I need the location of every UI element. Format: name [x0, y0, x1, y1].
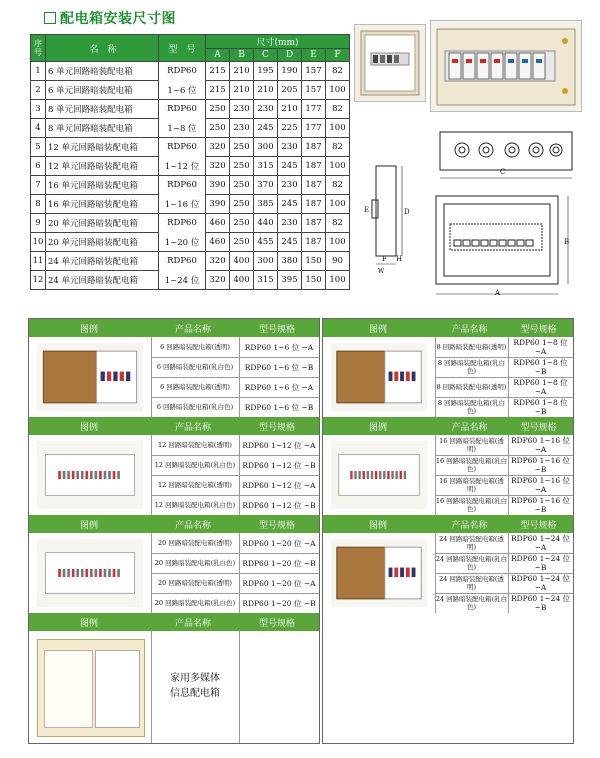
multimedia-box-name — [151, 671, 239, 701]
header-name: 名 称 — [46, 35, 159, 62]
row-dim: 177 — [302, 119, 326, 138]
row-dim: 250 — [230, 138, 254, 157]
row-divider — [435, 357, 573, 358]
right-product-panel — [322, 318, 574, 744]
row-dim: 100 — [326, 119, 350, 138]
header-image: 图例 — [80, 520, 99, 531]
model-line2: ~A — [534, 347, 547, 356]
row-name: 20 单元回路暗装配电箱 — [46, 233, 159, 252]
product-name: 12 回路暗装配电箱(透明) — [158, 441, 232, 449]
model-line2: ~B — [534, 603, 547, 612]
row-dim: 320 — [206, 157, 230, 176]
table-row — [31, 233, 350, 252]
product-model: RDP60 1~12 位 ~A — [242, 440, 316, 450]
col-divider — [239, 337, 240, 417]
row-divider — [151, 553, 319, 554]
row-number: 4 — [31, 119, 46, 138]
row-dim: 210 — [278, 100, 302, 119]
header-image: 图例 — [369, 520, 388, 531]
col-divider — [508, 533, 509, 613]
row-dim: 190 — [278, 62, 302, 81]
product-model — [508, 533, 573, 553]
row-divider — [151, 357, 319, 358]
row-dim: 210 — [230, 62, 254, 81]
panel-header — [29, 613, 319, 631]
product-model: RDP60 1~12 位 ~A — [242, 480, 316, 490]
box-illustration — [331, 441, 427, 509]
box-illustration — [37, 539, 143, 607]
product-model: RDP60 1~6 位 ~B — [244, 402, 314, 412]
table-row — [31, 100, 350, 119]
row-dim: 250 — [206, 100, 230, 119]
product-model: RDP60 1~6 位 ~A — [244, 342, 314, 352]
row-dim: 320 — [206, 252, 230, 271]
box-photo-open — [354, 24, 426, 102]
row-number: 8 — [31, 195, 46, 214]
product-model — [508, 377, 573, 397]
row-dim: 150 — [302, 271, 326, 290]
row-dim: 315 — [254, 271, 278, 290]
row-dim: 100 — [326, 271, 350, 290]
header-name: 产品名称 — [451, 422, 488, 433]
table-row — [31, 195, 350, 214]
row-divider — [151, 475, 319, 476]
model-line1: RDP60 1~8 位 — [513, 358, 568, 367]
size-table — [30, 34, 350, 290]
row-name: 12 单元回路暗装配电箱 — [46, 157, 159, 176]
row-model: 1~24 位 — [159, 271, 206, 290]
table-row — [31, 119, 350, 138]
row-dim: 82 — [326, 100, 350, 119]
model-line1: RDP60 1~8 位 — [513, 378, 568, 387]
row-dim: 300 — [254, 252, 278, 271]
panel-header — [29, 515, 319, 533]
product-model — [508, 495, 573, 515]
row-number: 1 — [31, 62, 46, 81]
header-col: D — [278, 49, 302, 62]
row-dim: 390 — [206, 176, 230, 195]
row-dim: 187 — [302, 214, 326, 233]
table-row — [31, 214, 350, 233]
row-dim: 250 — [230, 176, 254, 195]
header-image: 图例 — [80, 422, 99, 433]
row-dim: 100 — [326, 233, 350, 252]
row-divider — [151, 573, 319, 574]
header-image: 图例 — [369, 422, 388, 433]
row-dim: 320 — [206, 271, 230, 290]
row-dim: 82 — [326, 62, 350, 81]
row-dim: 245 — [278, 233, 302, 252]
multimedia-box-image — [37, 639, 145, 737]
row-name: 24 单元回路暗装配电箱 — [46, 271, 159, 290]
model-line2: ~A — [534, 543, 547, 552]
table-row — [31, 157, 350, 176]
row-model: 1~16 位 — [159, 195, 206, 214]
header-dims: 尺寸(mm) — [206, 35, 350, 49]
product-name: 20 回路暗装配电箱(乳白色) — [154, 599, 236, 607]
model-line2: ~B — [534, 367, 547, 376]
product-name: 8 回路暗装配电箱(透明) — [436, 383, 507, 391]
row-dim: 460 — [206, 214, 230, 233]
row-dim: 380 — [278, 252, 302, 271]
product-name: 12 回路暗装配电箱(乳白色) — [154, 501, 236, 509]
product-model: RDP60 1~6 位 ~A — [244, 382, 314, 392]
model-line1: RDP60 1~8 位 — [513, 338, 568, 347]
product-name: 6 回路暗装配电箱(透明) — [160, 383, 230, 391]
row-dim: 187 — [302, 176, 326, 195]
product-model: RDP60 1~12 位 ~B — [242, 500, 316, 510]
table-row — [31, 81, 350, 100]
row-divider — [435, 553, 573, 554]
row-dim: 195 — [254, 62, 278, 81]
product-model: RDP60 1~20 位 ~B — [242, 558, 316, 568]
row-name: 20 单元回路暗装配电箱 — [46, 214, 159, 233]
row-name: 8 单元回路暗装配电箱 — [46, 119, 159, 138]
header-name: 产品名称 — [451, 520, 488, 531]
row-number: 9 — [31, 214, 46, 233]
model-line1: RDP60 1~24 位 — [510, 594, 571, 603]
row-name: 12 单元回路暗装配电箱 — [46, 138, 159, 157]
product-name: 24 回路暗装配电箱(乳白色) — [435, 555, 508, 571]
header-col: F — [326, 49, 350, 62]
row-model: 1~20 位 — [159, 233, 206, 252]
row-dim: 187 — [302, 195, 326, 214]
row-dim: 230 — [254, 100, 278, 119]
model-line2: ~A — [534, 583, 547, 592]
row-dim: 100 — [326, 157, 350, 176]
row-name: 6 单元回路暗装配电箱 — [46, 81, 159, 100]
row-divider — [435, 475, 573, 476]
product-model — [508, 593, 573, 613]
row-divider — [151, 397, 319, 398]
product-name: 8 回路暗装配电箱(乳白色) — [437, 399, 506, 415]
header-model: 型号规格 — [259, 520, 296, 531]
row-number: 11 — [31, 252, 46, 271]
col-divider — [151, 533, 152, 613]
product-model: RDP60 1~6 位 ~B — [244, 362, 314, 372]
model-line2: ~A — [534, 445, 547, 454]
product-name: 16 回路暗装配电箱(乳白色) — [435, 497, 508, 513]
row-dim: 100 — [326, 81, 350, 100]
box-illustration — [37, 343, 143, 411]
model-line1: RDP60 1~16 位 — [510, 456, 571, 465]
col-divider — [508, 337, 509, 417]
table-row — [31, 62, 350, 81]
row-divider — [435, 455, 573, 456]
row-dim: 400 — [230, 252, 254, 271]
row-divider — [151, 495, 319, 496]
row-divider — [435, 495, 573, 496]
front-view-drawing — [430, 186, 576, 302]
product-model — [508, 435, 573, 455]
row-number: 6 — [31, 157, 46, 176]
header-image: 图例 — [80, 324, 99, 335]
header-name: 产品名称 — [175, 324, 212, 335]
header-model: 型 号 — [159, 35, 206, 62]
row-dim: 82 — [326, 214, 350, 233]
product-model: RDP60 1~20 位 ~A — [242, 578, 316, 588]
row-dim: 230 — [230, 119, 254, 138]
panel-header — [323, 319, 573, 337]
header-model: 型号规格 — [520, 324, 557, 335]
row-model: RDP60 — [159, 138, 206, 157]
product-image — [331, 343, 427, 411]
row-dim: 250 — [230, 214, 254, 233]
panel-header — [29, 417, 319, 435]
row-dim: 455 — [254, 233, 278, 252]
row-divider — [151, 593, 319, 594]
product-model: RDP60 1~20 位 ~A — [242, 538, 316, 548]
product-model — [508, 553, 573, 573]
row-dim: 215 — [206, 81, 230, 100]
model-line1: RDP60 1~8 位 — [513, 398, 568, 407]
row-divider — [435, 593, 573, 594]
row-dim: 250 — [230, 195, 254, 214]
dim-label-c: C — [500, 168, 506, 176]
product-name: 12 回路暗装配电箱(乳白色) — [154, 461, 236, 469]
row-dim: 390 — [206, 195, 230, 214]
header-model: 型号规格 — [259, 324, 296, 335]
row-divider — [435, 573, 573, 574]
row-dim: 157 — [302, 81, 326, 100]
row-name: 6 单元回路暗装配电箱 — [46, 62, 159, 81]
product-name: 24 回路暗装配电箱(透明) — [439, 575, 504, 591]
model-line2: ~B — [534, 407, 547, 416]
col-divider — [239, 533, 240, 613]
row-name: 16 单元回路暗装配电箱 — [46, 176, 159, 195]
box-photo-breakers — [430, 20, 582, 112]
model-line1: RDP60 1~24 位 — [510, 574, 571, 583]
row-model: RDP60 — [159, 252, 206, 271]
product-name: 20 回路暗装配电箱(透明) — [158, 539, 232, 547]
product-model — [508, 357, 573, 377]
product-image — [37, 343, 143, 411]
col-divider — [508, 435, 509, 515]
multimedia-line1: 家用多媒体 — [170, 673, 220, 684]
header-name: 产品名称 — [175, 618, 212, 629]
header-col: B — [230, 49, 254, 62]
row-number: 5 — [31, 138, 46, 157]
panel-header — [29, 319, 319, 337]
row-dim: 210 — [230, 81, 254, 100]
header-model: 型号规格 — [520, 422, 557, 433]
row-model: RDP60 — [159, 62, 206, 81]
row-dim: 82 — [326, 138, 350, 157]
row-dim: 82 — [326, 176, 350, 195]
row-dim: 230 — [278, 214, 302, 233]
header-image: 图例 — [80, 618, 99, 629]
dim-label-f: F — [382, 255, 387, 263]
dim-label-w: W — [378, 268, 385, 275]
model-line1: RDP60 1~24 位 — [510, 554, 571, 563]
box-illustration — [331, 539, 427, 607]
row-dim: 215 — [206, 62, 230, 81]
row-divider — [151, 377, 319, 378]
row-divider — [151, 455, 319, 456]
box-illustration — [331, 343, 427, 411]
row-dim: 370 — [254, 176, 278, 195]
row-dim: 385 — [254, 195, 278, 214]
product-model — [508, 337, 573, 357]
product-name: 16 回路暗装配电箱(透明) — [439, 477, 504, 493]
table-row — [31, 252, 350, 271]
product-model — [508, 573, 573, 593]
row-dim: 230 — [278, 138, 302, 157]
header-col: E — [302, 49, 326, 62]
model-line1: RDP60 1~16 位 — [510, 496, 571, 505]
row-name: 24 单元回路暗装配电箱 — [46, 252, 159, 271]
model-line2: ~B — [534, 505, 547, 514]
model-line2: ~B — [534, 563, 547, 572]
table-row — [31, 176, 350, 195]
row-dim: 230 — [230, 100, 254, 119]
row-model: RDP60 — [159, 176, 206, 195]
box-illustration — [37, 441, 143, 509]
multimedia-panel-left — [44, 650, 93, 729]
product-name: 16 回路暗装配电箱(透明) — [439, 437, 504, 453]
row-dim: 460 — [206, 233, 230, 252]
row-divider — [435, 377, 573, 378]
row-number: 3 — [31, 100, 46, 119]
product-name: 8 回路暗装配电箱(透明) — [436, 343, 507, 351]
row-model: 1~12 位 — [159, 157, 206, 176]
product-image — [37, 539, 143, 607]
product-name: 6 回路暗装配电箱(透明) — [160, 343, 230, 351]
product-model: RDP60 1~12 位 ~B — [242, 460, 316, 470]
row-model: 1~8 位 — [159, 119, 206, 138]
header-model: 型号规格 — [259, 618, 296, 629]
row-dim: 245 — [278, 157, 302, 176]
row-dim: 157 — [302, 62, 326, 81]
row-dim: 320 — [206, 138, 230, 157]
row-dim: 250 — [230, 157, 254, 176]
col-divider — [435, 337, 436, 417]
product-image — [331, 539, 427, 607]
col-divider — [151, 337, 152, 417]
row-dim: 187 — [302, 157, 326, 176]
col-divider — [435, 533, 436, 613]
dim-label-e: E — [364, 206, 370, 214]
row-number: 7 — [31, 176, 46, 195]
multimedia-line2: 信息配电箱 — [170, 688, 220, 699]
model-line2: ~B — [534, 465, 547, 474]
top-view-drawing — [438, 126, 574, 184]
model-line2: ~A — [534, 485, 547, 494]
row-dim: 250 — [206, 119, 230, 138]
row-name: 8 单元回路暗装配电箱 — [46, 100, 159, 119]
product-name: 20 回路暗装配电箱(透明) — [158, 579, 232, 587]
model-line1: RDP60 1~16 位 — [510, 436, 571, 445]
dim-label-a: A — [495, 289, 501, 297]
row-number: 12 — [31, 271, 46, 290]
left-product-panel — [28, 318, 320, 744]
col-divider — [239, 435, 240, 515]
row-dim: 440 — [254, 214, 278, 233]
header-name: 产品名称 — [175, 520, 212, 531]
col-divider — [151, 435, 152, 515]
product-image — [331, 441, 427, 509]
row-dim: 250 — [230, 233, 254, 252]
row-model: 1~6 位 — [159, 81, 206, 100]
row-dim: 187 — [302, 233, 326, 252]
header-name: 产品名称 — [175, 422, 212, 433]
product-model — [508, 455, 573, 475]
square-icon — [44, 12, 56, 24]
product-name: 12 回路暗装配电箱(透明) — [158, 481, 232, 489]
header-image: 图例 — [369, 324, 388, 335]
product-model — [508, 397, 573, 417]
header-col: C — [254, 49, 278, 62]
dim-label-d: D — [404, 208, 410, 216]
row-dim: 210 — [254, 81, 278, 100]
row-model: RDP60 — [159, 214, 206, 233]
row-dim: 315 — [254, 157, 278, 176]
product-name: 24 回路暗装配电箱(透明) — [439, 535, 504, 551]
panel-header — [323, 515, 573, 533]
header-model: 型号规格 — [520, 520, 557, 531]
product-name: 8 回路暗装配电箱(乳白色) — [437, 359, 506, 375]
row-name: 16 单元回路暗装配电箱 — [46, 195, 159, 214]
product-image — [37, 441, 143, 509]
model-line2: ~A — [534, 387, 547, 396]
dim-label-b: B — [564, 238, 570, 246]
row-dim: 300 — [254, 138, 278, 157]
model-line1: RDP60 1~16 位 — [510, 476, 571, 485]
row-divider — [435, 397, 573, 398]
row-number: 10 — [31, 233, 46, 252]
model-line1: RDP60 1~24 位 — [510, 534, 571, 543]
row-dim: 177 — [302, 100, 326, 119]
size-table-body — [31, 62, 350, 290]
page-title: 配电箱安装尺寸图 — [44, 8, 176, 28]
row-dim: 187 — [302, 138, 326, 157]
table-row — [31, 138, 350, 157]
header-col: A — [206, 49, 230, 62]
col-divider — [435, 435, 436, 515]
row-dim: 205 — [278, 81, 302, 100]
product-name: 20 回路暗装配电箱(乳白色) — [154, 559, 236, 567]
row-dim: 245 — [254, 119, 278, 138]
row-dim: 230 — [278, 176, 302, 195]
dim-label-h: H — [396, 255, 403, 263]
row-dim: 400 — [230, 271, 254, 290]
product-model: RDP60 1~20 位 ~B — [242, 598, 316, 608]
product-name: 16 回路暗装配电箱(乳白色) — [435, 457, 508, 473]
row-dim: 245 — [278, 195, 302, 214]
col-divider — [239, 631, 240, 743]
product-name: 24 回路暗装配电箱(乳白色) — [435, 595, 508, 611]
row-number: 2 — [31, 81, 46, 100]
header-name: 产品名称 — [451, 324, 488, 335]
multimedia-panel-right — [95, 650, 139, 729]
row-dim: 100 — [326, 195, 350, 214]
product-name: 6 回路暗装配电箱(乳白色) — [156, 403, 234, 411]
row-dim: 225 — [278, 119, 302, 138]
panel-header — [323, 417, 573, 435]
table-row — [31, 271, 350, 290]
row-dim: 395 — [278, 271, 302, 290]
product-model — [508, 475, 573, 495]
product-name: 6 回路暗装配电箱(乳白色) — [156, 363, 234, 371]
header-no: 序号 — [31, 35, 46, 62]
header-model: 型号规格 — [259, 422, 296, 433]
row-dim: 150 — [302, 252, 326, 271]
row-dim: 90 — [326, 252, 350, 271]
row-model: RDP60 — [159, 100, 206, 119]
